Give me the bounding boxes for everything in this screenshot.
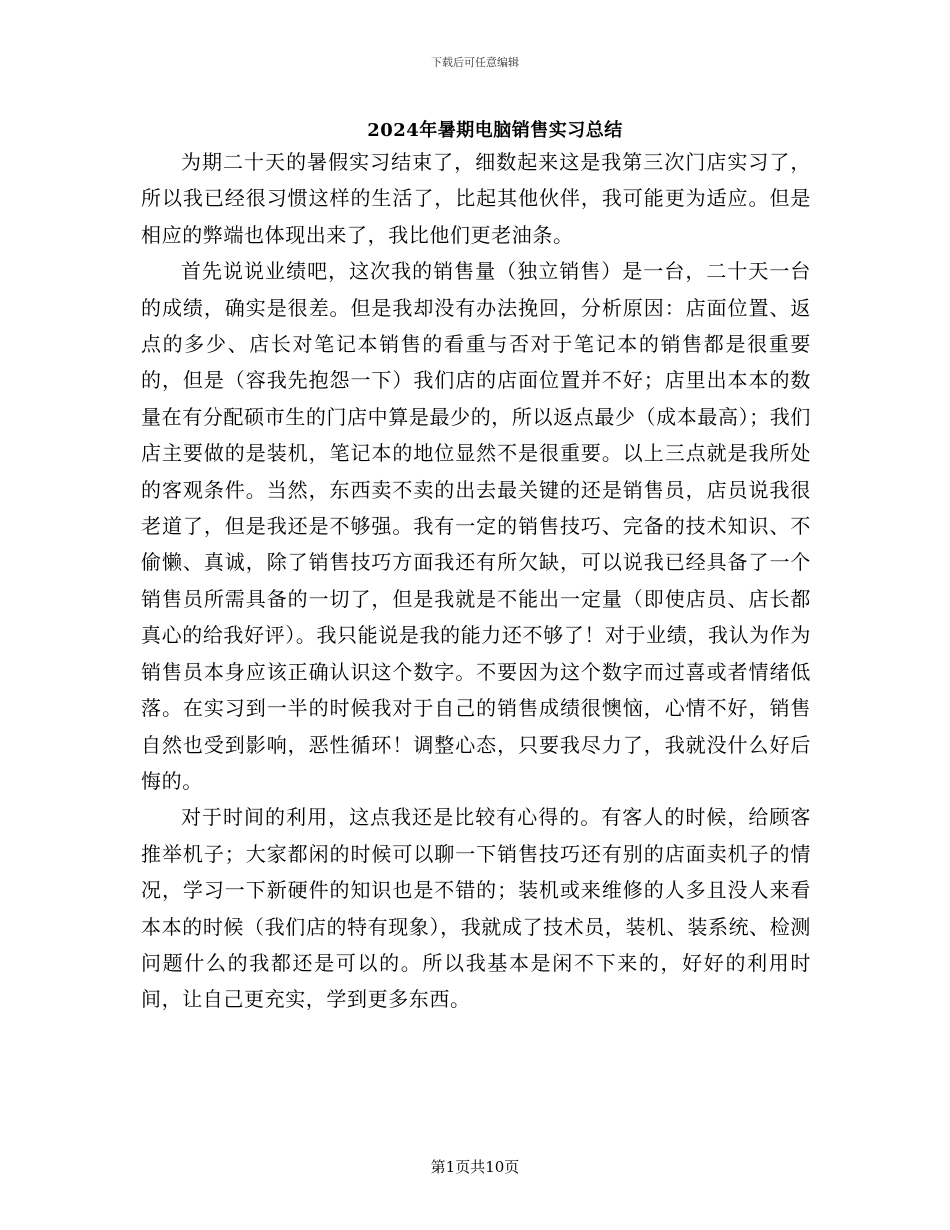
paragraph-performance: 首先说说业绩吧，这次我的销售量（独立销售）是一台，二十天一台的成绩，确实是很差。但是我却没有办法挽回，分析原因：店面位置、返点的多少、店长对笔记本销售的看重与否对于笔记本的销售都是很重要的，但是（容我先抱怨一下）我们店的店面位置并不好；店里出本本的数量在有分配硕市生的门店中算是最少的，所以返点最少（成本最高）；我们店主要做的是装机，笔记本的地位显然不是很重要。以上三点就是我所处的客观条件。当然，东西卖不卖的出去最关键的还是销售员，店员说我很老道了，但是我还是不够强。我有一定的销售技巧、完备的技术知识、不偷懒、真诚，除了销售技巧方面我还有所欠缺，可以说我已经具备了一个销售员所需具备的一切了，但是我就是不能出一定量（即使店员、店长都真心的给我好评）。我只能说是我的能力还不够了！对于业绩，我认为作为销售员本身应该正确认识这个数字。不要因为这个数字而过喜或者情绪低落。在实习到一半的时候我对于自己的销售成绩很懊恼，心情不好，销售自然也受到影响，恶性循环！调整心态，只要我尽力了，我就没什么好后悔的。 xyxy=(141,259,811,793)
document-title: 2024年暑期电脑销售实习总结 xyxy=(367,120,623,141)
paragraph-time-usage: 对于时间的利用，这点我还是比较有心得的。有客人的时候，给顾客推举机子；大家都闲的时候可以聊一下销售技巧还有别的店面卖机子的情况，学习一下新硬件的知识也是不错的；装机或来维修的人多且没人来看本本的时候（我们店的特有现象），我就成了技术员，装机、装系统、检测问题什么的我都还是可以的。所以我基本是闲不下来的，好好的利用时间，让自己更充实，学到更多东西。 xyxy=(141,805,811,1012)
paragraph-intro: 为期二十天的暑假实习结束了，细数起来这是我第三次门店实习了，所以我已经很习惯这样的生活了，比起其他伙伴，我可能更为适应。但是相应的弊端也体现出来了，我比他们更老油条。 xyxy=(141,150,811,247)
page-number: 第1页共10页 xyxy=(430,1158,520,1176)
page-header: 下载后可任意编辑 xyxy=(431,56,519,69)
document-body xyxy=(141,144,811,1018)
